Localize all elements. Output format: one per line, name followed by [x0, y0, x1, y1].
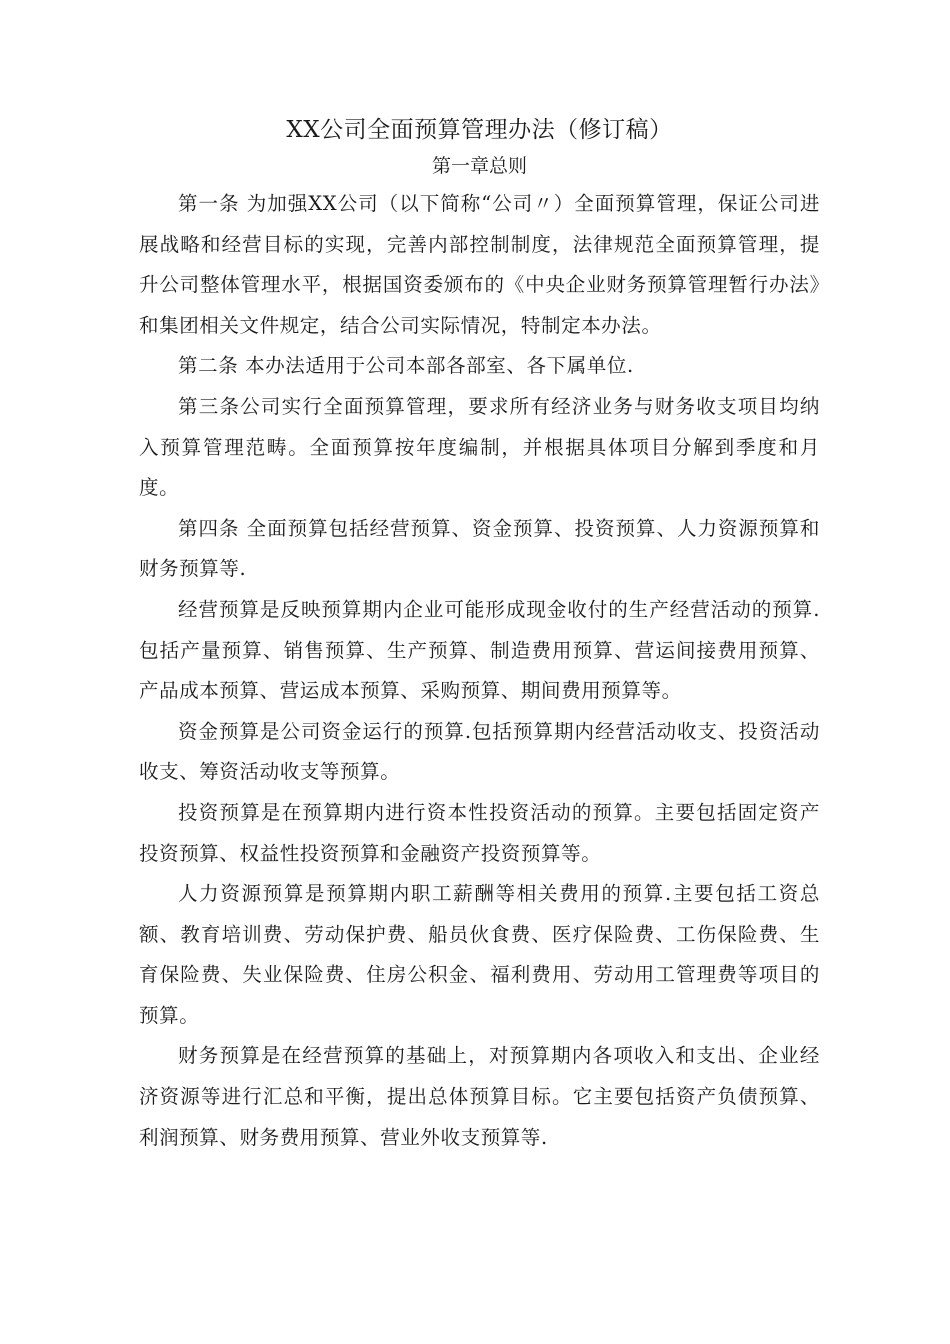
paragraph-article-1: 第一条 为加强XX公司（以下简称“公司〃）全面预算管理，保证公司进展战略和经营目标的实现，完善内部控制制度，法律规范全面预算管理，提升公司整体管理水平，根据国资委颁布的《中央企业财务预算管理暂行办法》和集团相关文件规定，结合公司实际情况，特制定本办法。: [139, 192, 820, 337]
paragraph-article-3: 第三条公司实行全面预算管理，要求所有经济业务与财务收支项目均纳入预算管理范畴。全面预算按年度编制，并根据具体项目分解到季度和月度。: [139, 394, 820, 500]
paragraph-capital-budget: 资金预算是公司资金运行的预算.包括预算期内经营活动收支、投资活动收支、筹资活动收支等预算。: [139, 719, 820, 784]
paragraph-hr-budget: 人力资源预算是预算期内职工薪酬等相关费用的预算.主要包括工资总额、教育培训费、劳动保护费、船员伙食费、医疗保险费、工伤保险费、生育保险费、失业保险费、住房公积金、福利费用、劳动用工管理费等项目的预算。: [139, 882, 820, 1027]
paragraph-financial-budget: 财务预算是在经营预算的基础上，对预算期内各项收入和支出、企业经济资源等进行汇总和平衡，提出总体预算目标。它主要包括资产负债预算、利润预算、财务费用预算、营业外收支预算等.: [139, 1044, 820, 1149]
paragraph-investment-budget: 投资预算是在预算期内进行资本性投资活动的预算。主要包括固定资产投资预算、权益性投资预算和金融资产投资预算等。: [139, 800, 820, 865]
document-title: XX公司全面预算管理办法（修订稿）: [286, 117, 673, 143]
paragraph-article-4: 第四条 全面预算包括经营预算、资金预算、投资预算、人力资源预算和财务预算等.: [139, 516, 820, 581]
chapter-title: 第一章总则: [431, 155, 527, 177]
paragraph-article-2: 第二条 本办法适用于公司本部各部室、各下属单位.: [178, 354, 634, 378]
paragraph-operating-budget: 经营预算是反映预算期内企业可能形成现金收付的生产经营活动的预算.包括产量预算、销售预算、生产预算、制造费用预算、营运间接费用预算、产品成本预算、营运成本预算、采购预算、期间费用预算等。: [139, 597, 820, 703]
